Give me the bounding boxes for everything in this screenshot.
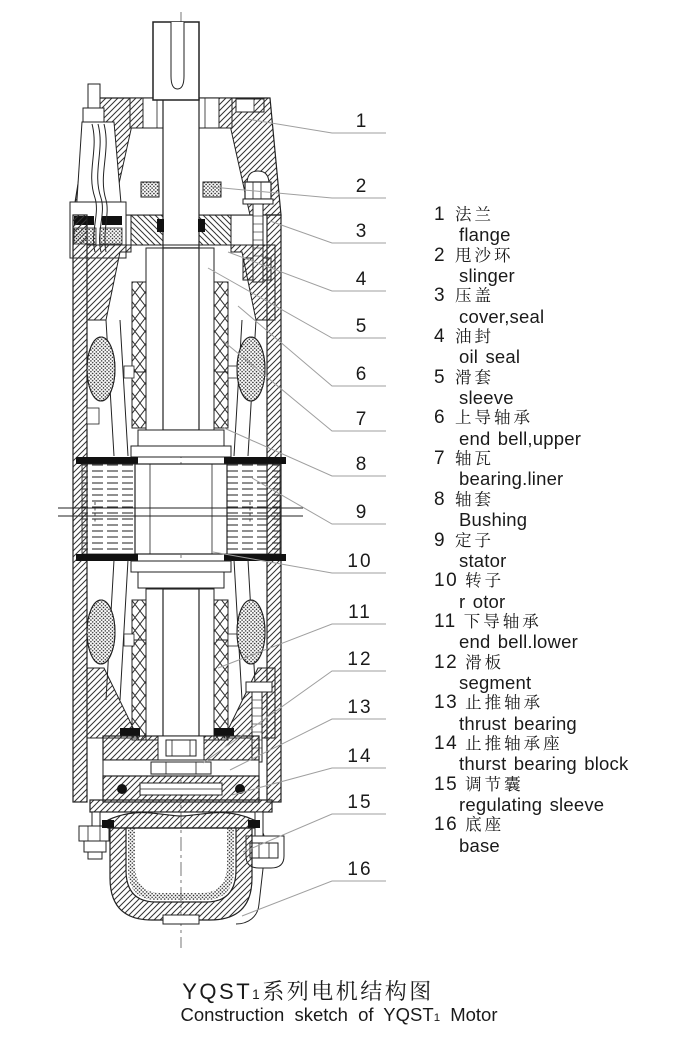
legend-item-chinese-label: 轴瓦 — [455, 450, 494, 469]
legend-item-english-label: stator — [459, 549, 507, 571]
legend-item-chinese-label: 止推轴承座 — [465, 734, 563, 753]
legend-item-english-label: base — [459, 834, 500, 856]
legend-item — [434, 571, 676, 612]
callout-number: 6 — [355, 364, 369, 385]
legend-item-number: 11 — [434, 610, 457, 632]
stator-rotor — [76, 457, 286, 561]
legend-item — [434, 408, 676, 449]
legend-item-english-label: regulating sleeve — [459, 793, 605, 815]
legend-item — [434, 368, 676, 409]
callout-number: 14 — [347, 746, 373, 767]
title-zh-prefix: YQST — [182, 979, 253, 1004]
thrust-bearing-assembly — [90, 728, 272, 812]
legend-item-english-label: thrust bearing — [459, 712, 577, 734]
legend-item-chinese-label: 上导轴承 — [455, 409, 533, 428]
legend-item-chinese-label: 法兰 — [455, 206, 494, 224]
title-english — [0, 1004, 678, 1026]
legend-item — [434, 490, 676, 531]
legend-item — [434, 286, 676, 327]
legend-item-english-label: r otor — [459, 590, 506, 612]
callout-number: 12 — [347, 649, 373, 670]
legend-item-english-label: bearing.liner — [459, 468, 564, 490]
legend-item — [434, 734, 676, 775]
legend-item-number: 6 — [434, 407, 447, 429]
legend-item — [434, 246, 676, 287]
callout-number: 7 — [355, 409, 369, 430]
legend-item-chinese-label: 底座 — [465, 816, 505, 835]
callout-number: 3 — [355, 221, 369, 242]
legend-item-chinese-label: 滑套 — [455, 368, 494, 387]
legend-item — [434, 775, 676, 816]
callout-number: 8 — [355, 454, 369, 475]
legend-item-chinese-label: 滑板 — [465, 653, 505, 672]
legend-item-number: 13 — [434, 692, 459, 714]
callout-number: 5 — [355, 316, 369, 337]
legend-item — [434, 449, 676, 490]
leader-3 — [270, 221, 386, 243]
legend-item-number: 12 — [434, 651, 459, 673]
callout-number: 10 — [347, 551, 373, 572]
legend-item-chinese-label: 轴套 — [455, 490, 494, 509]
legend-item-english-label: thurst bearing block — [459, 753, 629, 775]
leader-16 — [242, 881, 386, 916]
legend-item — [434, 815, 676, 856]
callout-number: 4 — [355, 269, 369, 290]
legend-item-chinese-label: 下导轴承 — [463, 612, 542, 631]
legend-item-english-label: sleeve — [459, 387, 514, 409]
legend-item — [434, 205, 676, 246]
legend-item-number: 10 — [434, 570, 459, 592]
legend-item-chinese-label: 定子 — [455, 531, 494, 550]
rotor — [135, 464, 227, 554]
legend-item-number: 9 — [434, 529, 447, 551]
legend-item — [434, 327, 676, 368]
callout-number: 1 — [355, 111, 369, 132]
legend-item — [434, 531, 676, 572]
parts-legend — [434, 205, 676, 856]
legend-item — [434, 653, 676, 694]
legend-item-chinese-label: 调节囊 — [465, 775, 524, 794]
legend-item-number: 16 — [434, 814, 459, 836]
legend-item-number: 5 — [434, 366, 447, 388]
legend-item-number: 4 — [434, 326, 447, 348]
title-zh-suffix: 系列电机结构图 — [262, 979, 434, 1004]
title-zh-subscript: 1 — [252, 987, 263, 1002]
legend-item-number: 7 — [434, 448, 447, 470]
legend-item-number: 1 — [434, 204, 447, 225]
legend-item-english-label: end bell.lower — [459, 631, 578, 653]
legend-item-english-label: cover,seal — [459, 305, 545, 327]
legend-item-english-label: Bushing — [459, 509, 528, 531]
stator-core-left — [82, 464, 135, 554]
legend-item-number: 2 — [434, 244, 447, 266]
callout-number: 16 — [347, 859, 373, 880]
legend-item-number: 3 — [434, 285, 447, 307]
legend-item-chinese-label: 压盖 — [455, 287, 494, 306]
title-en-suffix: Motor — [440, 1004, 498, 1025]
upper-step-blocks — [131, 430, 231, 457]
callout-number: 11 — [348, 602, 372, 623]
legend-item-chinese-label: 油封 — [455, 328, 494, 347]
callout-number: 9 — [355, 502, 369, 523]
callout-number: 13 — [347, 697, 373, 718]
legend-item-english-label: flange — [459, 224, 511, 246]
title-chinese — [0, 975, 616, 1006]
title-en-prefix: Construction sketch of YQST — [180, 1004, 434, 1025]
callout-number: 15 — [347, 792, 373, 813]
legend-item-chinese-label: 转子 — [465, 572, 505, 591]
legend-item-english-label: slinger — [459, 265, 515, 287]
legend-item-english-label: segment — [459, 671, 532, 693]
legend-item-english-label: end bell,upper — [459, 427, 582, 449]
legend-item-chinese-label: 止推轴承 — [465, 694, 544, 713]
legend-item-number: 14 — [434, 732, 459, 754]
legend-item-number: 8 — [434, 488, 447, 510]
legend-item-number: 15 — [434, 773, 459, 795]
stator-core-right — [227, 464, 280, 554]
legend-item — [434, 612, 676, 653]
title-en-subscript: 1 — [433, 1012, 441, 1024]
callout-number: 2 — [355, 176, 369, 197]
legend-item — [434, 693, 676, 734]
lower-bearing — [124, 589, 238, 740]
legend-item-english-label: oil seal — [459, 346, 521, 368]
legend-item-chinese-label: 甩沙环 — [455, 246, 514, 265]
